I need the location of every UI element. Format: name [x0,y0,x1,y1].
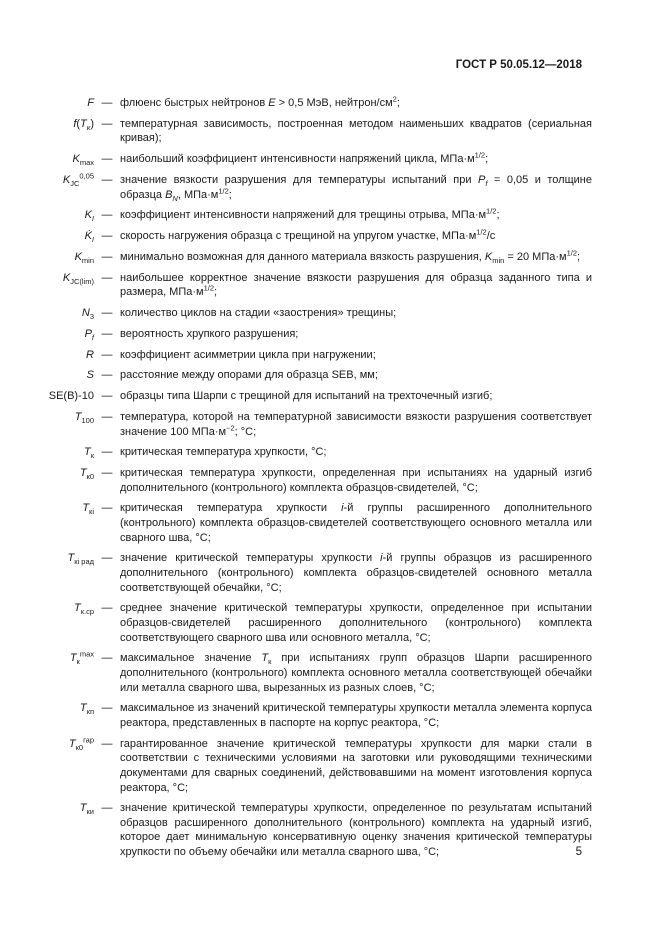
description: среднее значение критической температуры хрупкости, определенное при испытании образцов-свидетелей расширенного дополнительного (контрольного) комплекта соответствующего сварного шва или основного металла, °С; [120,602,592,644]
list-item [20,737,592,795]
list-item [20,208,592,223]
symbol: $T_к$ [83,446,94,461]
symbol: $T_{ки}$ [79,802,94,817]
list-item [20,348,592,363]
description: флюенс быстрых нейтронов E > 0,5 МэВ, нейтрон/$см^2$; [120,94,400,109]
document-header: ГОСТ Р 50.05.12—2018 [455,59,582,71]
dash: — [101,702,113,715]
description: критическая температура хрупкости i-й группы расширенного дополнительного (контрольного) комплекта образцов-свидетелей соответствующего основного металла или сварного шва, °С; [120,502,592,544]
description: критическая температура хрупкости, определенная при испытаниях на ударный изгиб дополнительного (контрольного) комплекта образцов-свидетелей, °С; [120,467,592,494]
dash: — [101,348,113,361]
symbol: $N_3$ [81,307,94,322]
dash: — [101,307,113,320]
dash: — [101,97,113,109]
symbol: $K_{JC}^{0,05}$ [62,171,94,189]
dash: — [101,737,113,750]
list-item [20,651,592,695]
symbol: $T_к^{max}$ [69,649,94,667]
list-item [20,501,592,545]
page-number: 5 [575,846,582,858]
dash: — [101,652,113,665]
list-item [20,250,592,265]
description: наибольший коэффициент интенсивности напряжений цикла, $МПа\cdot м^{1/2}$; [120,150,489,166]
dash: — [101,173,113,186]
description: расстояние между опорами для образца SEB, мм; [120,369,378,382]
list-item [20,173,592,202]
list-item [20,389,592,404]
symbol: $K̇_I$ [84,230,94,245]
dash: — [101,390,113,403]
list-item [20,410,592,439]
description: образцы типа Шарпи с трещиной для испытаний на трехточечный изгиб; [120,390,493,403]
symbol: S [86,369,94,382]
dash: — [101,250,113,263]
description: максимальное значение $T_к$ при испытаниях групп образцов Шарпи расширенного дополнительного (контрольного) комплекта основного металла соответствующей обечайки или металла сварного шва, вырезанных из разных слоев, °С; [120,652,592,694]
list-item [20,466,592,495]
description: вероятность хрупкого разрушения; [120,327,299,340]
description: минимально возможная для данного материала вязкость разрушения, $K_{min} = 20$ $МПа\cdot м^{1/2}$; [120,248,581,266]
dash: — [101,369,113,382]
dash: — [101,153,113,166]
description: коэффициент интенсивности напряжений для трещины отрыва, $МПа\cdot м^{1/2}$; [120,206,500,222]
dash: — [101,802,113,815]
list-item [20,801,592,859]
list-item [20,601,592,645]
symbol: $K_{JC(lim)}$ [62,271,94,286]
symbol: $T_{кi}$ [82,502,94,517]
list-item [20,445,592,460]
dash: — [101,410,113,423]
description: наибольшее корректное значение вязкости разрушения для образца заданного типа и размера, $МПа\cdot м^{1/2}$; [120,271,592,299]
dash: — [101,271,113,284]
symbol: $K_{max}$ [72,153,94,168]
description: коэффициент асимметрии цикла при нагружении; [120,348,376,361]
description: значение критической температуры хрупкости, определенное по результатам испытаний образцов расширенного дополнительного (контрольного) комплекта на ударный изгиб, которое дает минимальную консервативную оценку значения критической температуры хрупкости по объему обечайки или металла сварного шва, °С; [120,802,592,859]
list-item [20,306,592,321]
symbol: $T_{к0}^{гар}$ [68,735,94,752]
symbol: R [86,348,94,361]
description: максимальное из значений критической температуры хрупкости металла элемента корпуса реактора, представленных в паспорте на корпус реактора, °С; [120,702,592,729]
dash: — [101,209,113,222]
list-item [20,701,592,730]
symbol: $f(T_к)$ [73,117,94,132]
symbol: $T_{к.ср}$ [73,602,94,617]
symbol: $T_{кп}$ [79,702,94,717]
symbol: F [87,97,94,109]
symbol: $T_{кi рад}$ [67,552,94,567]
list-item [20,551,592,595]
symbol: $P_f$ [84,327,94,342]
list-item [20,271,592,300]
description: температура, которой на температурной зависимости вязкости разрушения соответствует значение 100 $МПа\cdot м^{-2}$; °С; [120,410,592,438]
description: количество циклов на стадии «заострения» трещины; [120,307,397,320]
list-item [20,327,592,342]
dash: — [101,552,113,565]
description: гарантированное значение критической температуры хрупкости для марки стали в соответствии с техническими условиями на заготовки или руководящими техническими документами для сварных соединений, действовавшими на момент изготовления корпуса реактора, °С; [120,737,592,794]
dash: — [101,230,113,243]
dash: — [101,327,113,340]
dash: — [101,602,113,615]
list-item [20,117,592,146]
symbol: $T_{100}$ [74,410,94,426]
description: температурная зависимость, построенная методом наименьших квадратов (сериальная кривая); [120,117,592,145]
list-item [20,96,592,111]
dash: — [101,467,113,480]
list-item [20,368,592,383]
list-item [20,229,592,244]
description: значение вязкости разрушения для температуры испытаний при $P_f = 0,05$ и толщине образца $B_N$, $МПа\cdot м^{1/2}$; [120,173,592,203]
description: значение критической температуры хрупкости i-й группы образцов из расширенного дополнительного (контрольного) комплекта образцов-свидетелей основного металла соответствующей обечайки, °С; [120,552,592,594]
symbol: SE(B)-10 [48,390,94,403]
symbol: $K_{min}$ [74,250,94,266]
list-item [20,152,592,167]
dash: — [101,117,113,130]
symbol: $K_I$ [84,209,94,224]
dash: — [101,502,113,515]
symbol: $T_{к0}$ [79,467,94,482]
description: критическая температура хрупкости, °С; [120,446,327,459]
dash: — [101,446,113,459]
description: скорость нагружения образца с трещиной на упругом участке, $МПа\cdot м^{1/2}/с$ [120,227,496,243]
symbols-list [20,96,592,866]
